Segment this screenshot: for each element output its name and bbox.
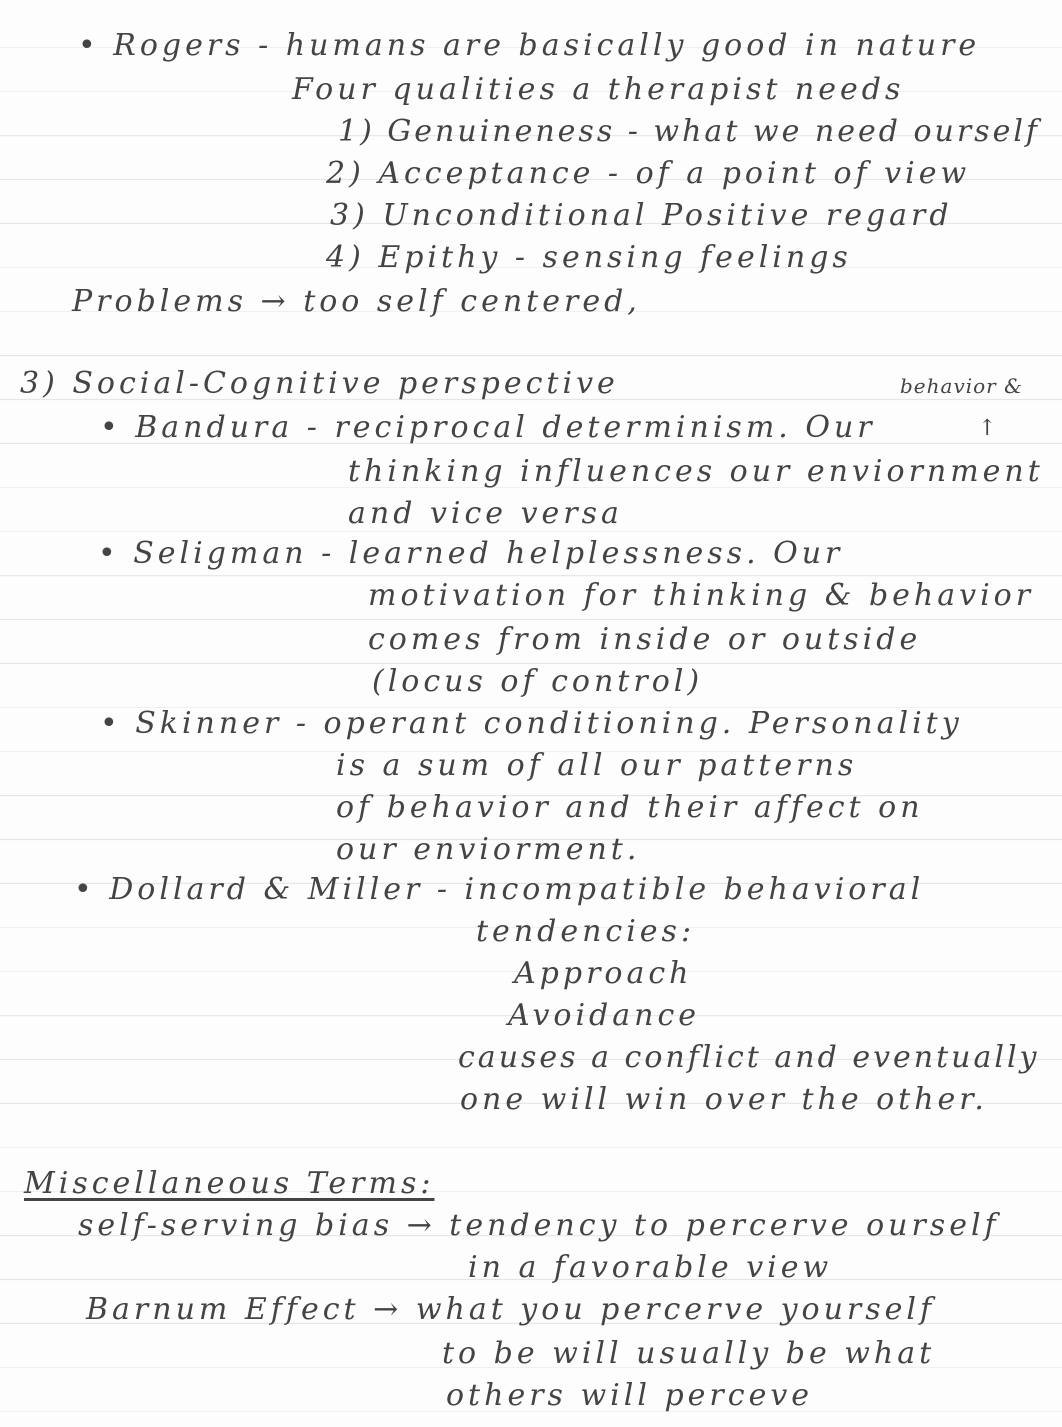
barnum-effect-line: to be will usually be what (442, 1336, 936, 1371)
rogers-four-qualities: Four qualities a therapist needs (292, 72, 905, 107)
rogers-problems: Problems → too self centered, (72, 284, 641, 319)
seligman-line: motivation for thinking & behavior (368, 578, 1035, 613)
dollard-miller-line: tendencies: (476, 914, 696, 949)
self-serving-bias-line: in a favorable view (468, 1250, 833, 1285)
margin-arrow: ↑ (978, 416, 997, 441)
quality-unconditional-regard: 3) Unconditional Positive regard (330, 198, 953, 233)
bandura-line: • Bandura - reciprocal determinism. Our (100, 410, 876, 445)
dollard-miller-line: • Dollard & Miller - incompatible behavioral (74, 872, 925, 907)
dollard-miller-line: Approach (514, 956, 693, 991)
barnum-effect-line: others will perceve (446, 1378, 814, 1413)
dollard-miller-line: one will win over the other. (460, 1082, 988, 1117)
skinner-line: our enviorment. (336, 832, 641, 867)
quality-epithy: 4) Epithy - sensing feelings (326, 240, 852, 275)
seligman-line: comes from inside or outside (368, 622, 922, 657)
margin-note: behavior & (900, 374, 1023, 398)
seligman-line: • Seligman - learned helplessness. Our (98, 536, 844, 571)
bandura-line: and vice versa (348, 496, 623, 531)
dollard-miller-line: Avoidance (508, 998, 701, 1033)
misc-heading: Miscellaneous Terms: (24, 1166, 435, 1201)
section-heading-social-cognitive: 3) Social-Cognitive perspective (20, 366, 619, 401)
quality-acceptance: 2) Acceptance - of a point of view (326, 156, 971, 191)
rogers-line: • Rogers - humans are basically good in nature (78, 28, 981, 63)
dollard-miller-line: causes a conflict and eventually (458, 1040, 1040, 1075)
seligman-line: (locus of control) (372, 664, 704, 699)
skinner-line: is a sum of all our patterns (336, 748, 858, 783)
self-serving-bias-line: self-serving bias → tendency to percerve ourself (78, 1208, 1000, 1243)
skinner-line: of behavior and their affect on (336, 790, 924, 825)
barnum-effect-line: Barnum Effect → what you percerve yourself (86, 1292, 936, 1327)
skinner-line: • Skinner - operant conditioning. Personality (100, 706, 963, 741)
quality-genuineness: 1) Genuineness - what we need ourself (338, 114, 1041, 149)
bandura-line: thinking influences our enviornment (348, 454, 1044, 489)
